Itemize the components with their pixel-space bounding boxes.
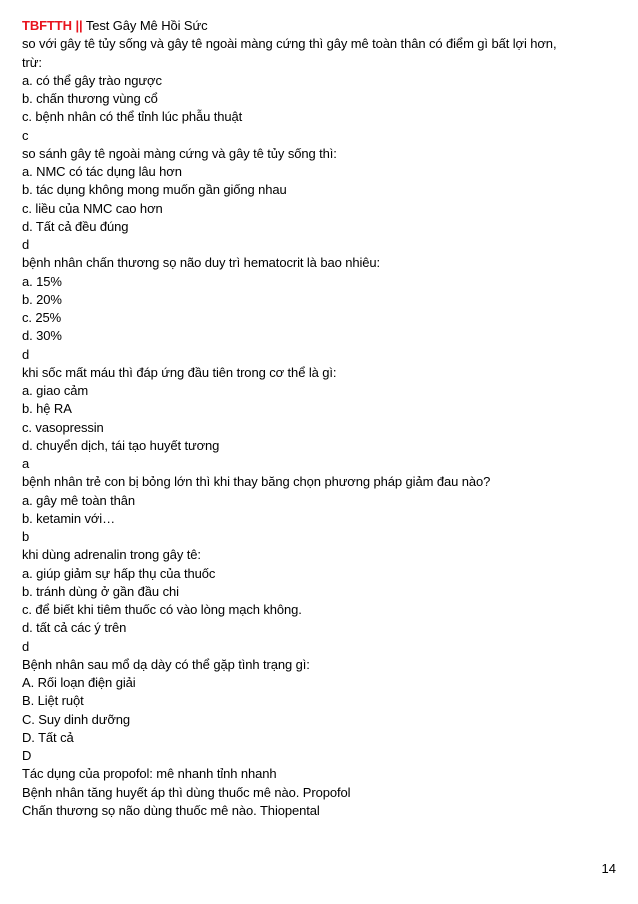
text-line: b. ketamin với… (22, 510, 115, 526)
header-title: Test Gây Mê Hồi Sức (85, 18, 208, 33)
text-line: b (22, 529, 30, 544)
text-line: khi sốc mất máu thì đáp ứng đầu tiên trong cơ thể là gì: (22, 364, 337, 380)
text-line: b. tác dụng không mong muốn gần giống nhau (22, 182, 287, 198)
text-line: c. để biết khi tiêm thuốc có vào lòng mạch không. (22, 602, 302, 617)
text-line: B. Liệt ruột (22, 693, 84, 709)
text-line: b. 20% (22, 291, 62, 307)
text-line: d. chuyển dịch, tái tạo huyết tương (22, 437, 220, 453)
text-line: c (22, 127, 29, 143)
text-line: d. Tất cả đều đúng (22, 218, 129, 234)
text-line: c. 25% (22, 310, 62, 325)
text-line: D. Tất cả (22, 729, 74, 745)
text-line: c. vasopressin (22, 419, 104, 435)
text-line: bệnh nhân trẻ con bị bỏng lớn thì khi thay băng chọn phương pháp giảm đau nào? (22, 474, 491, 490)
text-line: a. có thể gây trào ngược (22, 72, 162, 88)
text-line: d. 30% (22, 328, 62, 344)
text-line: d (22, 237, 30, 252)
text-line: a. giao cảm (22, 383, 89, 398)
text-line: c. bệnh nhân có thể tỉnh lúc phẫu thuật (22, 109, 243, 125)
text-line: b. chấn thương vùng cổ (22, 91, 158, 106)
text-line: khi dùng adrenalin trong gây tê: (22, 547, 201, 563)
text-line: d. tất cả các ý trên (22, 620, 127, 636)
text-line: Bệnh nhân tăng huyết áp thì dùng thuốc mê nào. Propofol (22, 784, 351, 800)
text-line: C. Suy dinh dưỡng (22, 711, 131, 727)
text-line: Chấn thương sọ não dùng thuốc mê nào. Thiopental (22, 802, 320, 818)
document-page (22, 17, 622, 820)
text-line: d (22, 638, 30, 654)
text-line: a (22, 456, 30, 471)
text-line: Bệnh nhân sau mổ dạ dày có thể gặp tình trạng gì: (22, 656, 310, 672)
text-line: a. giúp giảm sự hấp thụ của thuốc (22, 565, 216, 581)
text-line: a. 15% (22, 273, 62, 289)
text-line: so sánh gây tê ngoài màng cứng và gây tê tủy sống thì: (22, 145, 337, 161)
text-line: a. gây mê toàn thân (22, 492, 136, 508)
text-line: b. hệ RA (22, 401, 72, 417)
page-number: 14 (601, 861, 616, 876)
text-line: c. liều của NMC cao hơn (22, 200, 163, 216)
text-line: a. NMC có tác dụng lâu hơn (22, 164, 182, 179)
text-line: d (22, 346, 30, 362)
text-line: bệnh nhân chấn thương sọ não duy trì hematocrit là bao nhiêu: (22, 255, 381, 271)
header-brand: TBFTTH || (22, 18, 83, 33)
text-line: Tác dụng của propofol: mê nhanh tỉnh nhanh (22, 766, 277, 782)
text-line: b. tránh dùng ở gần đầu chi (22, 583, 179, 599)
page-header (22, 17, 622, 35)
text-line: trừ: (22, 54, 42, 70)
text-line: so với gây tê tủy sống và gây tê ngoài màng cứng thì gây mê toàn thân có điểm gì bất lợi hơn, (22, 36, 557, 52)
document-body (22, 35, 622, 820)
text-line: A. Rối loạn điện giải (22, 675, 136, 690)
text-line: D (22, 748, 32, 763)
